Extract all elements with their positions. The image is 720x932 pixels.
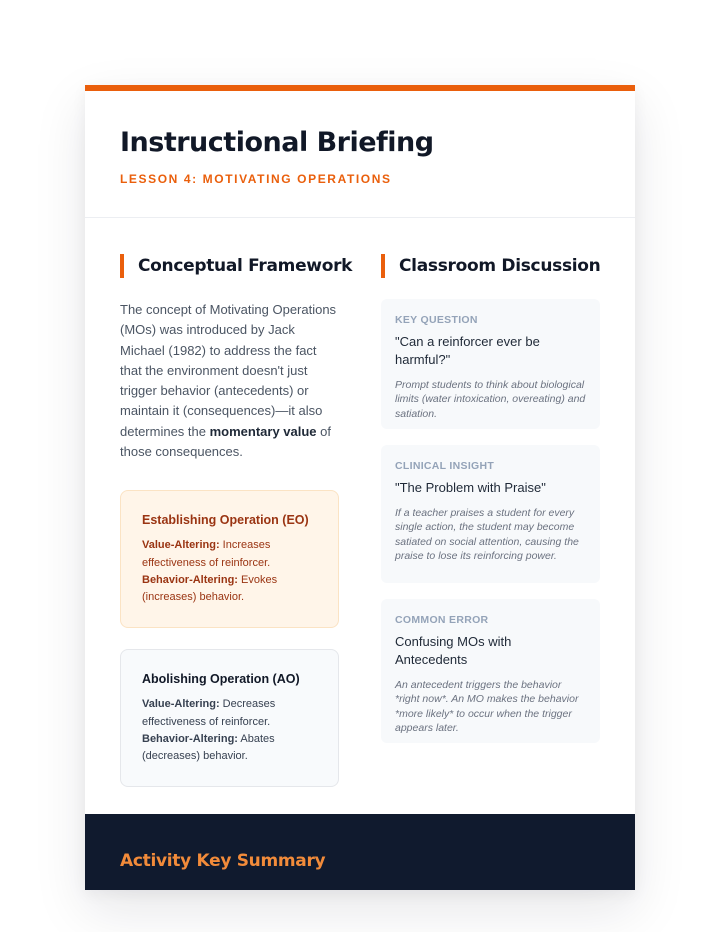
intro-text: The concept of Motivating Operations (MOs) was introduced by Jack Michael (1982) to address the fact that the environment doesn't just trigger behavior (antecedents) or maintain it (consequences)—it also determines the xyxy=(120,302,337,439)
intro-end: of those consequences. xyxy=(120,423,332,460)
discussion-label: CLINICAL INSIGHT xyxy=(395,460,495,472)
discussion-note: An antecedent triggers the behavior *right now*. An MO makes the behavior *more likely* to occur when the trigger appears later. xyxy=(395,679,579,734)
discussion-label: KEY QUESTION xyxy=(395,314,478,326)
discussion-card-key-question xyxy=(381,299,600,429)
abolishing-operation-box xyxy=(120,649,339,787)
framework-heading xyxy=(120,254,353,278)
page-title: Instructional Briefing xyxy=(120,127,434,158)
framework-heading-text: Conceptual Framework xyxy=(138,256,353,276)
discussion-title: "The Problem with Praise" xyxy=(395,480,546,495)
content-columns xyxy=(85,218,635,814)
discussion-heading xyxy=(381,254,600,278)
heading-accent-bar xyxy=(381,254,385,278)
discussion-heading-text: Classroom Discussion xyxy=(399,256,601,276)
activity-key-footer xyxy=(85,814,635,890)
ao-behavior-text: Abates (decreases) behavior. xyxy=(142,732,275,762)
conceptual-framework-column xyxy=(120,254,353,787)
ao-behavior-altering xyxy=(142,731,317,765)
eo-title: Establishing Operation (EO) xyxy=(142,513,309,528)
establishing-operation-box xyxy=(120,490,339,628)
footer-title: Activity Key Summary xyxy=(120,851,326,871)
discussion-label: COMMON ERROR xyxy=(395,614,489,626)
framework-intro xyxy=(120,300,339,462)
ao-value-altering xyxy=(142,696,317,730)
eo-value-text: Increases effectiveness of reinforcer. xyxy=(142,539,271,569)
ao-behavior-label: Behavior-Altering: xyxy=(142,732,238,745)
discussion-note: Prompt students to think about biological limits (water intoxication, overeating) and satiation. xyxy=(395,379,586,420)
intro-emphasis: momentary value xyxy=(209,423,317,439)
ao-value-label: Value-Altering: xyxy=(142,698,220,711)
eo-value-label: Value-Altering: xyxy=(142,539,220,552)
eo-behavior-label: Behavior-Altering: xyxy=(142,573,238,586)
discussion-note: If a teacher praises a student for every single action, the student may become satiated on social attention, causing the praise to lose its reinforcing power. xyxy=(395,507,579,562)
ao-value-text: Decreases effectiveness of reinforcer. xyxy=(142,698,276,728)
briefing-header xyxy=(85,91,635,218)
eo-value-altering xyxy=(142,537,317,571)
discussion-title: "Can a reinforcer ever be harmful?" xyxy=(395,334,540,367)
eo-behavior-altering xyxy=(142,572,317,606)
ao-title: Abolishing Operation (AO) xyxy=(142,672,300,687)
classroom-discussion-column xyxy=(381,254,600,743)
eo-behavior-text: Evokes (increases) behavior. xyxy=(142,573,278,603)
discussion-card-clinical-insight xyxy=(381,445,600,583)
discussion-card-common-error xyxy=(381,599,600,743)
discussion-title: Confusing MOs with Antecedents xyxy=(395,634,512,667)
lesson-subtitle: LESSON 4: MOTIVATING OPERATIONS xyxy=(120,172,392,186)
heading-accent-bar xyxy=(120,254,124,278)
briefing-card xyxy=(85,85,635,890)
